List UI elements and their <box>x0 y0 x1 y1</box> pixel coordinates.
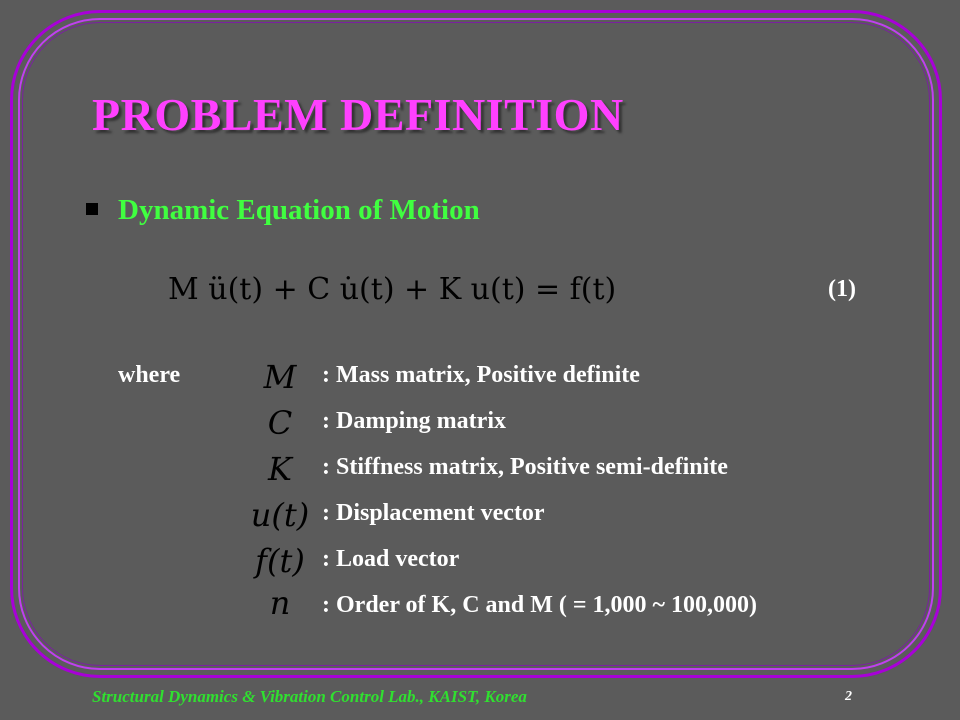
symbol-damping: C <box>267 404 293 442</box>
definition-damping: : Damping matrix <box>322 408 506 434</box>
page-number: 2 <box>845 689 852 704</box>
definition-order: : Order of K, C and M ( = 1,000 ~ 100,000) <box>322 592 758 618</box>
bullet-heading: Dynamic Equation of Motion <box>118 194 480 226</box>
symbol-order: n <box>269 584 291 622</box>
definition-load: : Load vector <box>322 546 460 572</box>
symbol-load: f(t) <box>255 542 305 580</box>
footer-lab-name: Structural Dynamics & Vibration Control Lab., KAIST, Korea <box>92 687 527 706</box>
equation-number: (1) <box>828 276 856 302</box>
symbol-displacement: u(t) <box>250 496 310 534</box>
definition-stiffness: : Stiffness matrix, Positive semi-definite <box>322 454 728 480</box>
definition-mass: : Mass matrix, Positive definite <box>322 362 640 388</box>
slide-title: PROBLEM DEFINITION <box>92 89 624 140</box>
equation-of-motion: M ü(t) + C u̇(t) + K u(t) = f(t) <box>168 272 617 307</box>
symbol-mass: M <box>263 358 297 396</box>
bullet-square-icon <box>86 203 98 215</box>
where-label: where <box>118 362 181 388</box>
symbol-stiffness: K <box>268 450 292 488</box>
definition-displacement: : Displacement vector <box>322 500 545 526</box>
